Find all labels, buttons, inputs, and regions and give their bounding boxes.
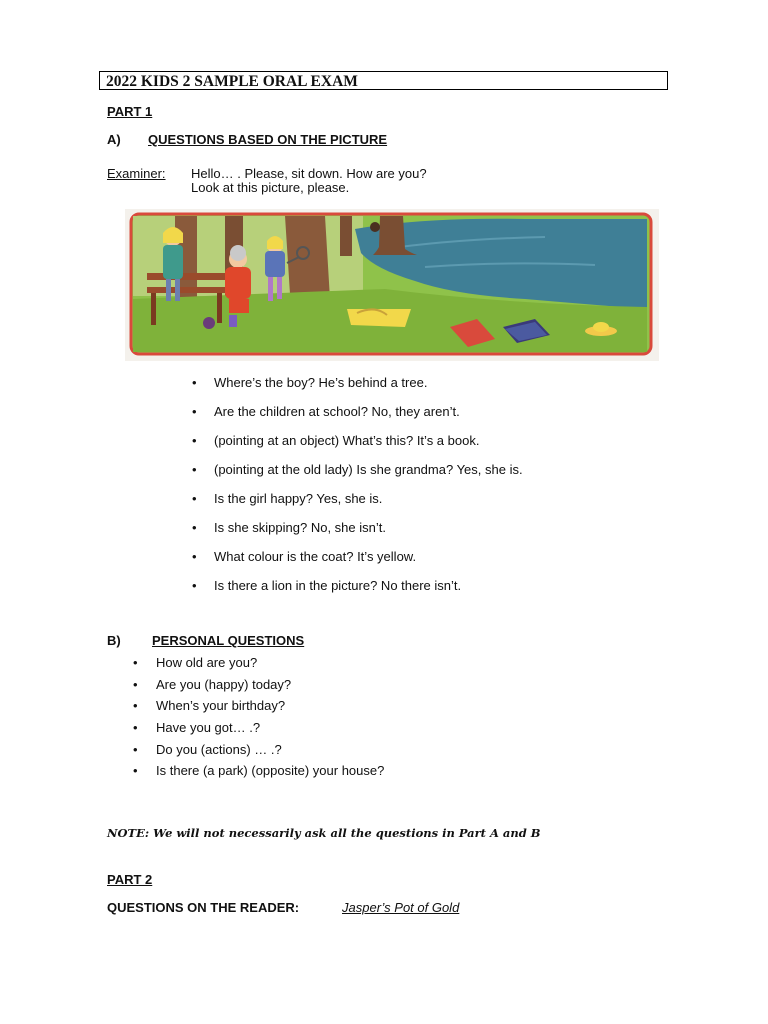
examiner-line-1: Hello… . Please, sit down. How are you? <box>191 166 427 181</box>
picture-question: • Is there a lion in the picture? No there isn’t. <box>192 576 523 605</box>
personal-question: • Are you (happy) today? <box>133 675 384 697</box>
personal-questions-list <box>133 653 384 783</box>
note-text: NOTE: We will not necessarily ask all the questions in Part A and B <box>107 826 541 840</box>
personal-question: • Have you got… .? <box>133 718 384 740</box>
picture-question: • Is she skipping? No, she isn’t. <box>192 518 523 547</box>
examiner-label: Examiner: <box>107 166 166 181</box>
examiner-line-2: Look at this picture, please. <box>191 180 350 195</box>
picture-question: • What colour is the coat? It’s yellow. <box>192 547 523 576</box>
picture-question: • Where’s the boy? He’s behind a tree. <box>192 373 523 402</box>
exam-title: 2022 KIDS 2 SAMPLE ORAL EXAM <box>99 71 668 90</box>
picture-question: • (pointing at the old lady) Is she grandma? Yes, she is. <box>192 460 523 489</box>
picture-questions-list <box>192 373 523 605</box>
picture-question: • Is the girl happy? Yes, she is. <box>192 489 523 518</box>
section-a-letter: A) <box>107 132 121 147</box>
section-b-heading: PERSONAL QUESTIONS <box>152 633 305 648</box>
personal-question: • How old are you? <box>133 653 384 675</box>
reader-title: Jasper’s Pot of Gold <box>342 900 460 915</box>
picture-question: • Are the children at school? No, they aren’t. <box>192 402 523 431</box>
picture-question: • (pointing at an object) What’s this? It’s a book. <box>192 431 523 460</box>
section-a-heading: QUESTIONS BASED ON THE PICTURE <box>148 132 388 147</box>
part1-heading: PART 1 <box>107 104 153 119</box>
reader-label: QUESTIONS ON THE READER: <box>107 900 300 915</box>
park-scene-picture <box>125 209 659 361</box>
personal-question: • Is there (a park) (opposite) your house? <box>133 761 384 783</box>
personal-question: • When’s your birthday? <box>133 696 384 718</box>
part2-heading: PART 2 <box>107 872 153 887</box>
personal-question: • Do you (actions) … .? <box>133 740 384 762</box>
section-b-letter: B) <box>107 633 121 648</box>
